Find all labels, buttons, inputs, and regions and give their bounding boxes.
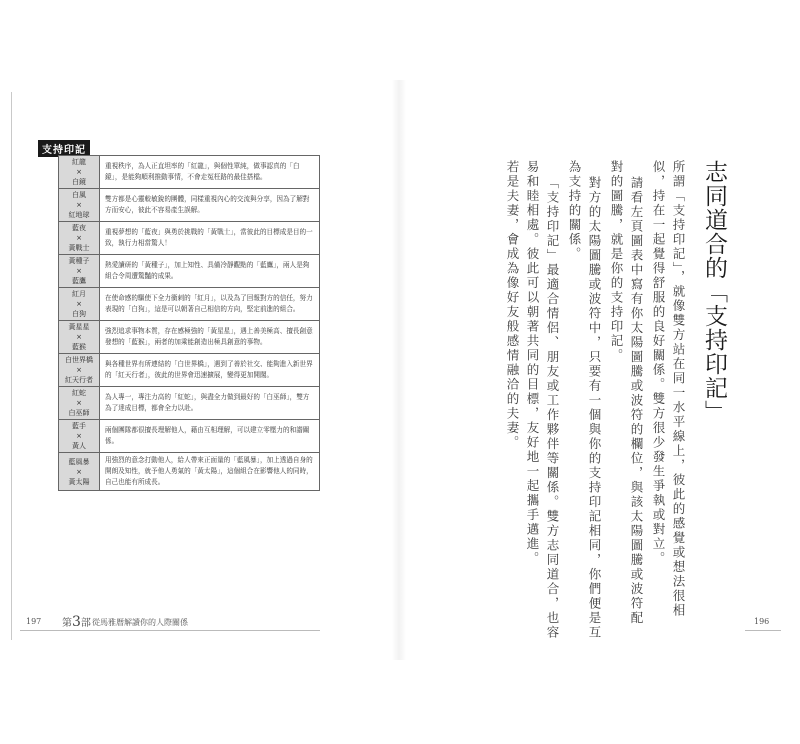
- table-row: [59, 255, 320, 288]
- pair-second: 藍猴: [72, 343, 86, 351]
- section-heading: 志同道合的「支持印記」: [701, 160, 727, 424]
- pair-cell: [59, 255, 100, 288]
- left-page-number: 197: [26, 617, 42, 626]
- pair-cell: [59, 354, 100, 387]
- body-column-9: 若是夫妻，會成為像好友般感情融洽的夫妻。: [505, 160, 520, 450]
- pair-first: 黃星星: [68, 323, 90, 331]
- body-column-5: 對方的太陽圖騰或波符中，只要有一個與你的支持印記相同，你們便是互: [587, 176, 602, 640]
- pair-cell: [59, 222, 100, 255]
- pair-description: 為人專一，專注力高的「紅蛇」，與盡全力做到最好的「白巫師」，雙方為了達成目標，都會全力以赴。: [100, 387, 320, 420]
- pair-second: 藍鷹: [72, 277, 86, 285]
- footer-rule-right: [745, 630, 781, 631]
- pair-description: 重視夢想的「藍夜」與勇於挑戰的「黃戰士」，當彼此的目標成是目的一致，執行力相當驚人！: [100, 222, 320, 255]
- pair-cell: [59, 156, 100, 189]
- table-row: [59, 189, 320, 222]
- pair-first: 藍夜: [72, 224, 86, 232]
- table-row: [59, 420, 320, 453]
- table-row: [59, 387, 320, 420]
- pair-cross: ×: [76, 333, 82, 341]
- pair-first: 紅龍: [72, 158, 86, 166]
- body-column-3: 請看左頁圖表中寫有你太陽圖騰或波符的欄位，與該太陽圖騰或波符配: [629, 176, 644, 626]
- book-spine-shadow: [392, 80, 406, 660]
- table-row: [59, 354, 320, 387]
- pair-cross: ×: [76, 366, 82, 374]
- pair-first: 藍風暴: [68, 457, 90, 466]
- body-column-4: 對的圖騰，就是你的支持印記。: [609, 160, 624, 363]
- body-column-1: 所謂「支持印記」，就像雙方站在同一水平線上，彼此的感覺或想法很相: [671, 160, 686, 618]
- pair-second: 黃太陽: [68, 477, 90, 486]
- pair-second: 紅天行者: [65, 376, 93, 384]
- pair-cell: [59, 288, 100, 321]
- pair-cell: [59, 189, 100, 222]
- body-column-2: 似，持在一起覺得舒服的良好關係。雙方很少發生爭執或對立。: [651, 160, 666, 566]
- pair-first: 黃種子: [68, 257, 90, 265]
- pair-cross: ×: [76, 467, 82, 476]
- pair-second: 黃戰士: [68, 244, 90, 252]
- pair-cross: ×: [76, 201, 82, 209]
- pair-description: 重視秩序，為人正直坦率的「紅龍」，與個性單純，做事認真的「白鏡」，是能夠順利推動事情，不會走冤枉路的最佳搭檔。: [100, 156, 320, 189]
- pair-second: 紅地球: [68, 211, 90, 219]
- pair-cross: ×: [76, 168, 82, 176]
- table-row: [59, 321, 320, 354]
- body-column-6: 為支持的關係。: [567, 160, 582, 262]
- pair-cross: ×: [76, 267, 82, 275]
- body-column-7: 「支持印記」最適合情侶、朋友或工作夥伴等關係。雙方志同道合，也容: [545, 176, 560, 640]
- pair-cell: [59, 387, 100, 420]
- pair-first: 白風: [72, 191, 86, 199]
- part-title: 從馬雅曆解讀你的人際關係: [92, 618, 188, 627]
- pair-description: 雙方都是心靈較敏銳的團體，同樣重視內心的交流與分享，因為了解對方而安心，彼此不容易產生誤解。: [100, 189, 320, 222]
- footer-rule-left: [20, 630, 320, 631]
- table-row: [59, 288, 320, 321]
- pair-cross: ×: [76, 399, 82, 407]
- pair-description: 兩個團隊都很擅長理解他人，藉由互相理解，可以建立零壓力的和諧關係。: [100, 420, 320, 453]
- pair-description: 在使命感的驅使下全力衝刺的「紅月」，以及為了回報對方的信任，努力表現的「白狗」，這是可以朝著自己相信的方向，堅定前進的組合。: [100, 288, 320, 321]
- support-seal-table: [58, 155, 320, 491]
- right-page-number: 196: [754, 617, 770, 626]
- pair-second: 黃人: [72, 442, 86, 450]
- pair-description: 熱愛讀研的「黃種子」，加上知性、具備冷靜觀點的「藍鷹」，兩人是夠組合令周遭驚豔的成果。: [100, 255, 320, 288]
- pair-description: 用強烈的意念打動他人，給人帶來正面量的「藍風暴」，加上透過自身的開朗及知性，就予他人勇氣的「黃太陽」，這個組合在影響他人的同時，自己也能有所成長。: [100, 453, 320, 491]
- body-column-8: 易和睦相處。彼此可以朝著共同的目標，友好地一起攜手邁進。: [525, 160, 540, 566]
- part-number: 3: [72, 614, 81, 630]
- pair-cross: ×: [76, 300, 82, 308]
- pair-cross: ×: [76, 234, 82, 242]
- pair-first: 紅月: [72, 290, 86, 298]
- part-suffix: 部: [80, 618, 91, 629]
- pair-second: 白鏡: [72, 178, 86, 186]
- pair-cell: [59, 321, 100, 354]
- pair-description: 強烈追求事物本質，存在感極強的「黃星星」，遇上善美極高、擅長創意發想的「藍猴」，兩者的加乘能創造出極具創意的事物。: [100, 321, 320, 354]
- pair-cell: [59, 453, 100, 491]
- table-tag: 支持印記: [38, 140, 90, 157]
- pair-second: 白狗: [72, 310, 86, 318]
- part-prefix: 第: [62, 618, 72, 629]
- table-row: [59, 222, 320, 255]
- pair-first: 紅蛇: [72, 389, 86, 397]
- pair-second: 白巫師: [68, 409, 90, 417]
- part-label: [62, 614, 91, 630]
- pair-cell: [59, 420, 100, 453]
- page-edge-line: [11, 92, 12, 640]
- pair-first: 白世界橋: [65, 356, 93, 364]
- pair-cross: ×: [76, 432, 82, 440]
- pair-description: 與各種世界有所連結的「白世界橋」，遇到了善於社交、能夠進入新世界的「紅天行者」，彼此的世界會迅速擴展，變得更加開闊。: [100, 354, 320, 387]
- table-row: [59, 453, 320, 491]
- pair-first: 藍手: [72, 422, 86, 430]
- table-row: [59, 156, 320, 189]
